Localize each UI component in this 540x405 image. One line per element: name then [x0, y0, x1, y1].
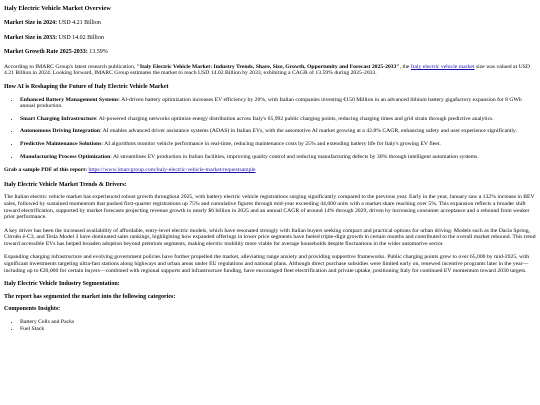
- ai-item-label: Predictive Maintenance Solutions: [20, 140, 102, 147]
- ai-list: [4, 97, 536, 161]
- ai-item-text: : AI-driven battery optimization increases EV efficiency by 20%, with Italian companies investing €150 Million in an advanced lithium battery gigafactory expansion for 8 GWh annual production.: [20, 96, 522, 110]
- page-title: Italy Electric Vehicle Market Overview: [4, 5, 111, 12]
- ai-item-text: : AI streamlines EV production in Italian facilities, improving quality control and reducing manufacturing defects by 30% through intelligent automation systems.: [110, 153, 479, 160]
- stat-value: USD 14.02 Billion: [57, 34, 104, 41]
- ai-item-text: : AI-powered charging networks optimize energy distribution across Italy's 65,992 public charging points, reducing charging times and grid strain through predictive analytics.: [96, 115, 494, 122]
- intro-before: According to IMARC Group's latest research publication,: [4, 63, 137, 70]
- ai-list-item: [20, 116, 536, 123]
- market-stat: [4, 20, 536, 27]
- stat-value: USD 4.21 Billion: [57, 20, 101, 26]
- segmentation-heading: Italy Electric Vehicle Industry Segmentation:: [4, 281, 120, 288]
- intro-paragraph: [4, 64, 536, 77]
- market-stats: [4, 20, 536, 56]
- ai-list-item: [20, 128, 536, 135]
- sample-line: [4, 167, 536, 174]
- ai-heading: How AI is Reshaping the Future of Italy Electric Vehicle Market: [4, 83, 169, 90]
- trend-paragraph: A key driver has been the increased availability of affordable, entry-level electric models, which have resonated strongly with Italian buyers seeking compact and practical options for urban driving. Models such as the Dacia Spring, Citroën ë-C3, and Tesla Model 3 have dominated sales rankings, highlighting how expanded offerings in lower price segments have fueled triple-digit growth in certain months and contributed to the overall market rebound. This trend toward accessible EVs has helped broaden adoption beyond premium segments, making electric mobility more viable for average households despite fluctuations in the wider automotive sector.: [4, 227, 536, 247]
- ai-item-label: Autonomous Driving Integration: [20, 128, 100, 135]
- components-heading: Components Insights:: [4, 306, 61, 313]
- market-stat: [4, 35, 536, 42]
- report-title: "Italy Electric Vehicle Market: Industry Trends, Share, Size, Growth, Opportunity and Forecast 2025-2033": [136, 63, 400, 70]
- market-stat: [4, 49, 536, 56]
- component-item: • Battery Cells and Packs: [20, 319, 536, 326]
- trend-paragraph: Expanding charging infrastructure and evolving government policies have further propelled the market, alleviating range anxiety and providing supportive frameworks. Public charging points grew to over 65,000 by mid-2025, with significant investments targeting ultra-fast stations along highways and urban areas under EU regulations and national plans. Although direct purchase subsidies were limited early on, renewed incentive programs later in the year— including up to €20,000 for certain buyers—combined with regional supports and infrastructure funding, have encouraged fleet electrification and private uptake, positioning Italy for continued EV momentum toward 2030 targets.: [4, 254, 530, 274]
- ai-list-item: [20, 154, 536, 161]
- stat-label: Market Size in 2033:: [4, 34, 58, 41]
- ai-item-text: : AI enables advanced driver assistance systems (ADAS) in Italian EVs, with the automotive AI market growing at a 42.8% CAGR, enhancing safety and user experience significantly.: [99, 128, 517, 135]
- ai-list-item: [20, 141, 536, 148]
- market-link[interactable]: Italy electric vehicle market: [410, 63, 475, 70]
- sample-link[interactable]: https://www.imarcgroup.com/italy-electric-vehicle-market/requestsample: [88, 167, 256, 174]
- stat-label: Market Size in 2024:: [4, 20, 58, 26]
- component-item: • Fuel Stack: [20, 326, 536, 333]
- ai-item-text: : AI algorithms monitor vehicle performance in real-time, reducing maintenance costs by 25% and extending battery life for Italy's growing EV fleet.: [101, 140, 441, 147]
- trends-body: [4, 194, 536, 274]
- trend-paragraph: The Italian electric vehicle market has experienced robust growth throughout 2025, with battery electric vehicle registrations surging significantly compared to the previous year. Early in the year, January saw a 132% increase in BEV sales, followed by sustained momentum that pushed first-quarter registrations up 75% and cumulative figures through mid-year exceeding 44,000 units with a market share reaching over 5%. This expansion reflects a broader shift toward electrification, supported by market forecasts projecting revenue growth to nearly $6 billion in 2025 and an annual CAGR of around 14% through 2029, driven by increasing consumer acceptance and a rebound from weaker prior performance.: [4, 194, 535, 221]
- components-list: [4, 319, 536, 332]
- intro-after: size was valued at USD 4.21 Billion in 2024. Looking forward, IMARC Group estimates the market to reach USD 14.02 Billion by 2033, exhibiting a CAGR of 13.59% during 2025-2033.: [4, 63, 530, 77]
- stat-value: 13.59%: [87, 49, 108, 56]
- intro-middle: , the: [399, 63, 411, 70]
- ai-item-label: Manufacturing Process Optimization: [20, 153, 111, 160]
- ai-item-label: Enhanced Battery Management Systems: [20, 96, 119, 103]
- sample-label: Grab a sample PDF of this report:: [4, 167, 88, 174]
- ai-list-item: [20, 97, 536, 110]
- stat-label: Market Growth Rate 2025-2033:: [4, 49, 88, 56]
- segmentation-subheading: The report has segmented the market into the following categories:: [4, 293, 176, 300]
- ai-item-label: Smart Charging Infrastructure: [20, 115, 97, 122]
- trends-heading: Italy Electric Vehicle Market Trends & Drivers:: [4, 181, 127, 188]
